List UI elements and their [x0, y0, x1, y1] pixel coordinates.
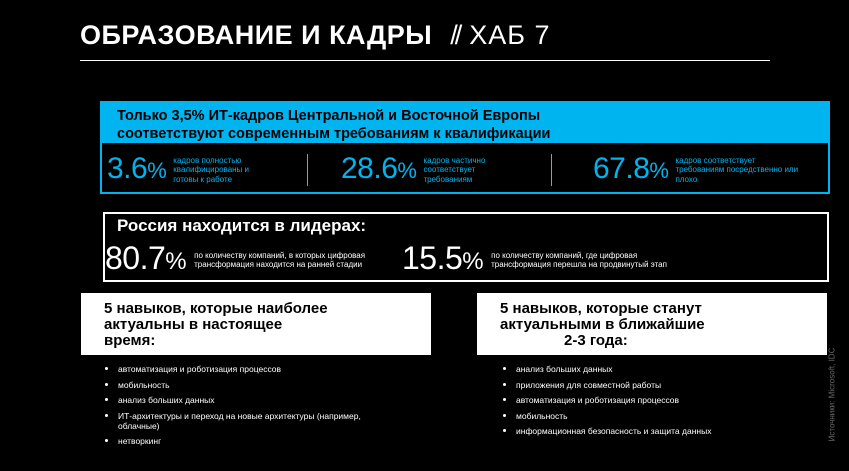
skills-future-heading [477, 293, 827, 355]
russia-stat-2 [402, 238, 681, 282]
list-item: нетворкинг [105, 436, 395, 446]
stat-description: по количеству компаний, где цифровая трансформация перешла на продвинутый этап [491, 250, 667, 269]
heading-line: актуальны в настоящее [104, 316, 283, 333]
list-item: автоматизация и роботизация процессов [105, 364, 395, 374]
russia-stat-1 [105, 238, 379, 282]
heading-line: время: [104, 332, 156, 349]
russia-title: Россия находится в лидерах: [117, 216, 367, 235]
bullet-icon [105, 398, 108, 401]
page-title: ОБРАЗОВАНИЕ И КАДРЫ [80, 20, 433, 50]
list-item: информационная безопасность и защита данных [503, 426, 803, 436]
header-divider [80, 60, 770, 61]
bullet-icon [105, 367, 108, 370]
stat-description: кадров полностью квалифицированы и готовы к работе [173, 155, 249, 184]
bullet-icon [105, 383, 108, 386]
list-item: анализ больших данных [503, 364, 803, 374]
page-header [80, 20, 770, 60]
hub-label: ХАБ 7 [469, 20, 551, 50]
heading-line: 5 навыков, которые наиболее [104, 300, 328, 317]
heading-line: 5 навыков, которые станут [500, 300, 702, 317]
cee-headline [102, 103, 829, 143]
stat-value: 3.6% [107, 152, 167, 185]
stat-description: кадров частично соответствует требованиям [423, 155, 486, 184]
stat-value: 80.7% [105, 240, 187, 276]
stat-divider [307, 154, 308, 186]
list-item: автоматизация и роботизация процессов [503, 395, 803, 405]
stat-description: кадров соответствует требованиям посредственно или плохо [675, 155, 799, 184]
cee-headline-line2: соответствуют современным требованиям к квалификации [117, 126, 551, 142]
list-item: анализ больших данных [105, 395, 395, 405]
cee-stat-1 [107, 152, 273, 188]
cee-stat-2 [341, 152, 503, 188]
stat-divider [551, 154, 552, 186]
list-item: мобильность [105, 380, 395, 390]
list-item: ИТ-архитектуры и переход на новые архитектуры (например, облачные) [105, 411, 363, 431]
skills-now-list [105, 364, 395, 452]
stat-value: 28.6% [341, 152, 417, 185]
bullet-icon [503, 398, 506, 401]
stat-value: 67.8% [593, 152, 669, 185]
skills-now-heading [81, 293, 431, 355]
stat-value: 15.5% [402, 240, 484, 276]
heading-line: актуальными в ближайшие [500, 316, 705, 333]
title-separator: // [450, 20, 460, 50]
bullet-icon [105, 414, 108, 417]
bullet-icon [105, 439, 108, 442]
list-item: мобильность [503, 411, 803, 421]
bullet-icon [503, 414, 506, 417]
cee-stat-3 [593, 152, 805, 188]
bullet-icon [503, 429, 506, 432]
list-item: приложения для совместной работы [503, 380, 803, 390]
cee-headline-line1: Только 3,5% ИТ-кадров Центральной и Восточной Европы [117, 108, 541, 124]
skills-future-list [503, 364, 803, 442]
source-note: Источники: Microsoft, IDC [827, 347, 837, 442]
bullet-icon [503, 367, 506, 370]
stat-description: по количеству компаний, в которых цифровая трансформация находится на ранней стадии [194, 250, 366, 269]
heading-line: 2-3 года: [564, 332, 628, 349]
bullet-icon [503, 383, 506, 386]
